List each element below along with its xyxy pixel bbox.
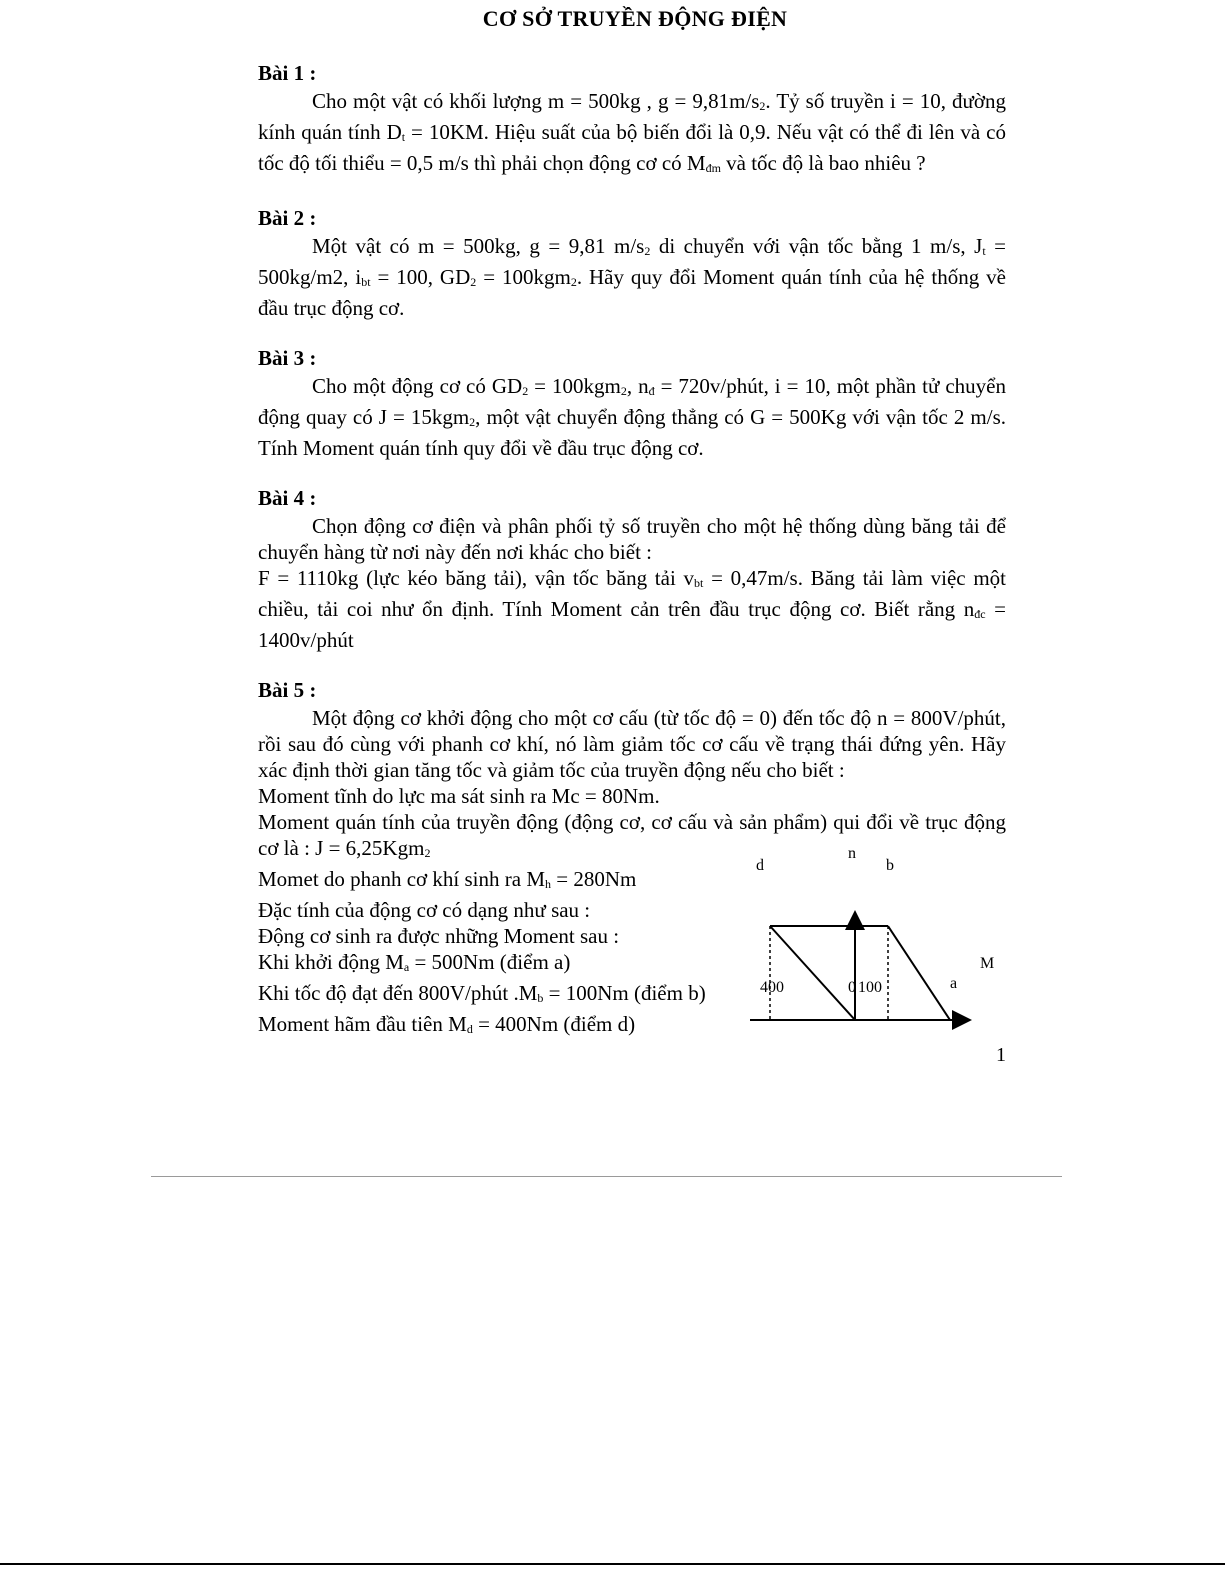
text-run: . Tỷ số truyền i = 10, đường kính quán tính D: [258, 89, 1006, 144]
text-run: . Hãy quy đổi Moment quán tính của hệ thống về đầu trục động cơ.: [258, 265, 1006, 320]
page-title: CƠ SỞ TRUYỀN ĐỘNG ĐIỆN: [482, 6, 788, 31]
text-run: = 280Nm: [551, 867, 637, 891]
text-run: = 100kgm: [476, 265, 571, 289]
text-run: = 500Nm (điểm a): [409, 950, 571, 974]
exercise-heading: Bài 5 :: [258, 678, 317, 702]
exercise-heading: Bài 2 :: [258, 206, 317, 230]
subscript: 2: [759, 99, 766, 113]
subscript: a: [403, 960, 410, 974]
text-run: Momet do phanh cơ khí sinh ra M: [258, 867, 545, 891]
page-divider: [151, 1176, 1062, 1177]
given-line: Động cơ sinh ra được những Moment sau :: [258, 924, 620, 948]
text-run: = 0,47m/s. Băng tải làm việc một chiều, tải coi như ổn định. Tính Moment cản trên đầu trục động cơ. Biết rằng n: [258, 566, 1006, 621]
text-run: F = 1110kg (lực kéo băng tải), vận tốc băng tải v: [258, 566, 695, 590]
text-run: = 100, GD: [370, 265, 471, 289]
subscript: 2: [469, 415, 476, 429]
subscript: 2: [522, 384, 529, 398]
braking-characteristic: [770, 926, 855, 1020]
motor-characteristic: [888, 926, 950, 1020]
text-run: và tốc độ là bao nhiêu ?: [720, 151, 926, 175]
exercise-text: [258, 513, 1006, 653]
exercise-text: [258, 233, 1006, 321]
exercise-2: [258, 205, 1006, 321]
text-run: Moment quán tính của truyền động (động cơ, cơ cấu và sản phẩm) qui đổi về trục động cơ là : J = 6,25Kgm: [258, 810, 1006, 860]
subscript: t: [982, 244, 986, 258]
exercise-heading: Bài 1 :: [258, 61, 317, 85]
text-run: = 500kg/m2, i: [258, 234, 1006, 289]
page-number: 1: [996, 1044, 1006, 1066]
exercise-heading: Bài 3 :: [258, 346, 317, 370]
text-run: Khi khởi động M: [258, 950, 404, 974]
text-run: , n: [626, 374, 649, 398]
subscript: 2: [620, 384, 627, 398]
exercise-1: [258, 60, 1006, 181]
page-bottom-edge: [0, 1563, 1225, 1565]
subscript: 2: [644, 244, 651, 258]
text-run: = 720v/phút, i = 10, một phần tử chuyển động quay có J = 15kgm: [258, 374, 1006, 429]
text-run: = 400Nm (điểm d): [472, 1012, 636, 1036]
motor-characteristic-diagram: [740, 840, 1000, 1040]
text-run: Khi tốc độ đạt đến 800V/phút .M: [258, 981, 538, 1005]
text-run: = 10KM. Hiệu suất của bộ biến đổi là 0,9. Nếu vật có thể đi lên và có tốc độ tối thiểu = 0,5 m/s thì phải chọn động cơ có M: [258, 120, 1006, 175]
text-run: Một vật có m = 500kg, g = 9,81 m/s: [312, 234, 645, 258]
text-run: = 1400v/phút: [258, 597, 1006, 652]
text-run: = 100kgm: [528, 374, 621, 398]
text-run: Moment hãm đầu tiên M: [258, 1012, 467, 1036]
subscript: bt: [694, 576, 704, 590]
subscript: đc: [974, 607, 986, 621]
label-400: 400: [760, 979, 784, 996]
subscript: 2: [424, 846, 431, 860]
label-100: 100: [858, 979, 882, 996]
text-run: Cho một vật có khối lượng m = 500kg , g = 9,81m/s: [312, 89, 760, 113]
subscript: h: [545, 877, 551, 891]
label-b: b: [886, 857, 894, 874]
label-a: a: [950, 975, 958, 992]
exercise-intro: Chọn động cơ điện và phân phối tỷ số truyền cho một hệ thống dùng băng tải để chuyển hàng từ nơi này đến nơi khác cho biết :: [258, 514, 1006, 564]
given-line: Moment tĩnh do lực ma sát sinh ra Mc = 80Nm.: [258, 784, 660, 808]
subscript: t: [401, 130, 406, 144]
subscript: bt: [361, 275, 371, 289]
label-0: 0: [848, 979, 856, 996]
exercise-4: [258, 485, 1006, 653]
subscript: 2: [570, 275, 577, 289]
text-run: di chuyển với vận tốc bằng 1 m/s, J: [650, 234, 983, 258]
label-n: n: [848, 845, 856, 862]
subscript: b: [537, 991, 544, 1005]
given-line: Đặc tính của động cơ có dạng như sau :: [258, 898, 591, 922]
label-M: M: [980, 955, 995, 972]
exercise-intro: Một động cơ khởi động cho một cơ cấu (từ tốc độ = 0) đến tốc độ n = 800V/phút, rồi sau đó cùng với phanh cơ khí, nó làm giảm tốc cơ cấu về trạng thái đứng yên. Hãy xác định thời gian tăng tốc và giảm tốc của truyền động nếu cho biết :: [258, 706, 1006, 782]
exercise-text: [258, 88, 1006, 181]
text-run: = 100Nm (điểm b): [543, 981, 706, 1005]
exercise-3: [258, 345, 1006, 461]
subscript: 2: [470, 275, 477, 289]
exercise-text: [258, 373, 1006, 461]
subscript: đm: [705, 161, 721, 175]
exercise-heading: Bài 4 :: [258, 486, 317, 510]
subscript: d: [466, 1022, 473, 1036]
text-run: Cho một động cơ có GD: [312, 374, 523, 398]
text-run: , một vật chuyển động thẳng có G = 500Kg với vận tốc 2 m/s. Tính Moment quán tính quy đổi về đầu trục động cơ.: [258, 405, 1006, 460]
subscript: đ: [648, 384, 655, 398]
label-d: d: [756, 857, 764, 874]
